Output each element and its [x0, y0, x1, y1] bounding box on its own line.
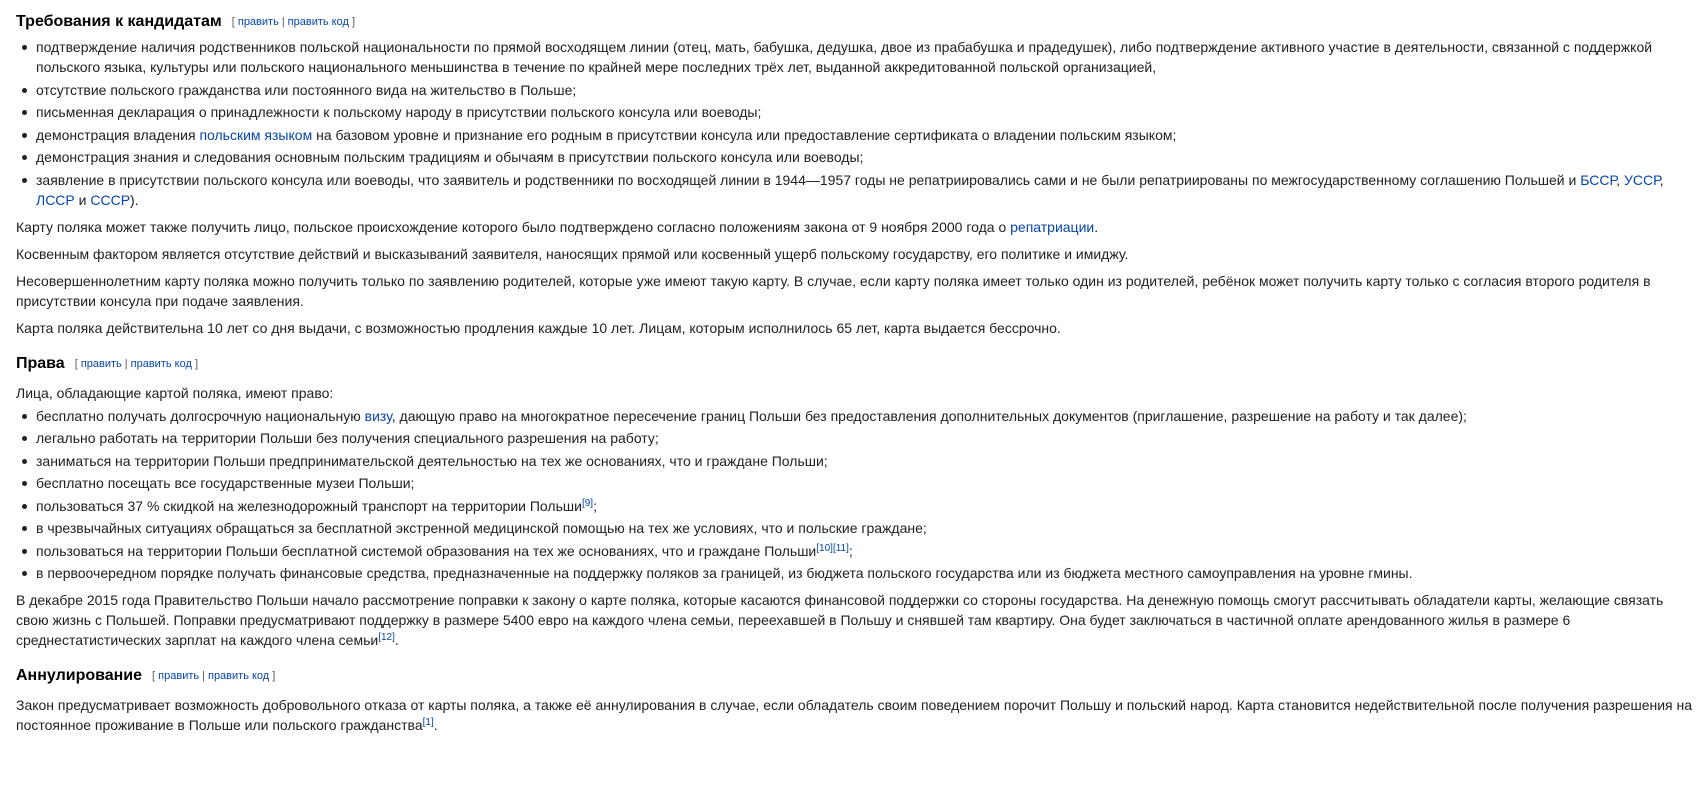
heading-text: Аннулирование	[16, 667, 143, 684]
reference	[816, 543, 849, 554]
ussr-link[interactable]: СССР	[90, 191, 131, 208]
paragraph: Косвенным фактором является отсутствие действий и высказываний заявителя, наносящих прямой или косвенный ущерб польскому государству, его политике и имиджу.	[16, 245, 1129, 262]
lssr-link[interactable]: ЛССР	[36, 191, 75, 208]
rights-list	[16, 406, 1696, 584]
heading-annulment	[16, 664, 1696, 688]
reference	[378, 632, 395, 643]
article-content	[16, 6, 1696, 735]
edit-link[interactable]: править	[80, 357, 122, 370]
reference	[423, 717, 434, 728]
paragraph: Закон предусматривает возможность добровольного отказа от карты поляка, а также её аннулирования в случае, если обладатель своим поведением порочит Польшу и польский народ. Карта становится недействительной после получения разрешения на постоянное проживание в Польше или польского гражданства[1].	[16, 697, 1693, 733]
polish-language-link[interactable]: польским языком	[199, 126, 313, 143]
list-item: заявление в присутствии польского консула или воеводы, что заявитель и родственники по восходящей линии в 1944—1957 годы не репатриировались сами и не были репатриированы по межгосударственному соглашению Польшей и БССР, УССР, ЛССР и СССР).	[36, 170, 1696, 210]
list-item: отсутствие польского гражданства или постоянного вида на жительство в Польше;	[36, 80, 1696, 100]
list-item: демонстрация владения польским языком на базовом уровне и признание его родным в присутствии консула или предоставление сертификата о владении польским языком;	[36, 125, 1696, 145]
visa-link[interactable]: визу	[364, 407, 392, 424]
heading-requirements	[16, 10, 1696, 34]
requirements-list	[16, 37, 1696, 210]
edit-code-link[interactable]: править код	[287, 16, 349, 28]
list-item: в первоочередном порядке получать финансовые средства, предназначенные на поддержку поляков за границей, из бюджета польского государства или из бюджета местного самоуправления на уровне гмины.	[36, 563, 1696, 583]
reference-link[interactable]: [12]	[378, 632, 395, 643]
list-item: легально работать на территории Польши без получения специального разрешения на работу;	[36, 428, 1696, 448]
edit-section-links: [ править | править код ]	[152, 670, 276, 682]
list-item: бесплатно посещать все государственные музеи Польши;	[36, 473, 1696, 493]
paragraph: В декабре 2015 года Правительство Польши начало рассмотрение поправки к закону о карте поляка, которые касаются финансовой поддержки со стороны государства. На денежную помощь смогут рассчитывать обладатели карты, желающие связать свою жизнь с Польшей. Поправки предусматривают поддержку в размере 5400 евро на каждого члена семьи, переехавшей в Польшу и снявшей там квартиру. Она будет заключаться в частичной оплате арендованного жилья в размере 6 среднестатистических зарплат на каждого члена семьи[12].	[16, 592, 1664, 648]
edit-section-links: [ править | править код ]	[231, 16, 356, 28]
edit-link[interactable]: править	[158, 670, 200, 682]
edit-link[interactable]: править	[237, 16, 279, 28]
list-item: письменная декларация о принадлежности к польскому народу в присутствии польского консула или воеводы;	[36, 102, 1696, 122]
reference	[582, 498, 593, 509]
list-item: заниматься на территории Польши предпринимательской деятельностью на тех же основаниях, что и граждане Польши;	[36, 451, 1696, 471]
reference-link[interactable]: [10]	[816, 542, 833, 554]
list-item: пользоваться 37 % скидкой на железнодорожный транспорт на территории Польши[9];	[36, 496, 1696, 516]
reference-link[interactable]: [11]	[832, 542, 849, 554]
reference-link[interactable]: [1]	[422, 717, 434, 728]
heading-rights	[16, 352, 1696, 376]
list-item: в чрезвычайных ситуациях обращаться за бесплатной экстренной медицинской помощью на тех же условиях, что и польские граждане;	[36, 518, 1696, 538]
paragraph: Лица, обладающие картой поляка, имеют право:	[16, 384, 334, 401]
heading-text: Требования к кандидатам	[16, 13, 222, 30]
paragraph: Карту поляка может также получить лицо, польское происхождение которого было подтверждено согласно положениям закона от 9 ноября 2000 года о репатриации.	[16, 218, 1099, 235]
ussr-ukraine-link[interactable]: УССР	[1623, 171, 1660, 188]
heading-text: Права	[16, 354, 65, 372]
paragraph: Карта поляка действительна 10 лет со дня выдачи, с возможностью продления каждые 10 лет. Лицам, которым исполнилось 65 лет, карта выдается бессрочно.	[16, 319, 1061, 336]
list-item: пользоваться на территории Польши бесплатной системой образования на тех же основаниях, что и граждане Польши[10][11];	[36, 541, 1696, 561]
list-item: бесплатно получать долгосрочную национальную визу, дающую право на многократное пересечение границ Польши без предоставления дополнительных документов (приглашение, разрешение на работу и так далее);	[36, 406, 1696, 426]
bssr-link[interactable]: БССР	[1580, 171, 1617, 188]
edit-section-links: [ править | править код ]	[74, 357, 199, 370]
list-item: демонстрация знания и следования основным польским традициям и обычаям в присутствии польского консула или воеводы;	[36, 147, 1696, 167]
list-item: подтверждение наличия родственников польской национальности по прямой восходящем линии (отец, мать, бабушка, дедушка, двое из прабабушка и прадедушек), либо подтверждение активного участие в деятельности, связанной с поддержкой польского языка, культуры или польского национального меньшинства в течение по крайней мере последних трёх лет, выданной аккредитованной польской организацией,	[36, 37, 1696, 77]
reference-link[interactable]: [9]	[581, 497, 594, 509]
edit-code-link[interactable]: править код	[207, 670, 270, 682]
repatriation-link[interactable]: репатриации	[1010, 218, 1095, 235]
paragraph: Несовершеннолетним карту поляка можно получить только по заявлению родителей, которые уже имеют такую карту. В случае, если карту поляка имеет только один из родителей, ребёнок может получить карту только с согласия второго родителя в присутствии консула при подаче заявления.	[16, 272, 1651, 309]
edit-code-link[interactable]: править код	[130, 357, 192, 370]
